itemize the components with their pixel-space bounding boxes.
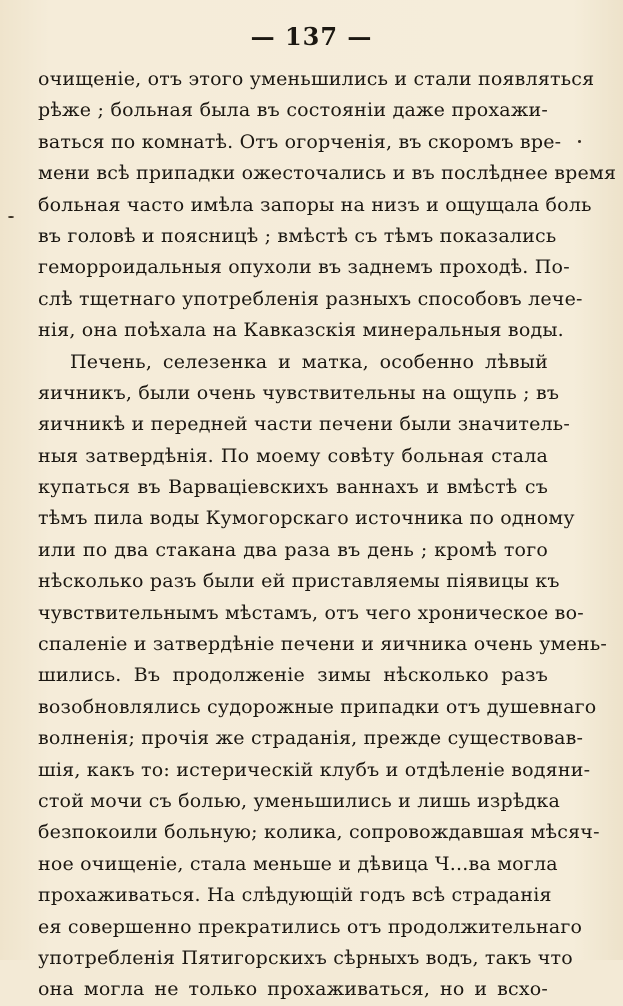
text-line: ное очищеніе, стала меньше и дѣвица Ч...ва могла [38,852,558,875]
text-line: шія, какъ то: истерическій клубъ и отдѣленіе водяни- [38,758,591,781]
text-line: нѣсколько разъ были ей приставляемы піявицы къ [38,570,560,593]
text-line: ныя затвердѣнія. По моему совѣту больная стала [38,444,548,467]
text-line: употребленія Пятигорскихъ сѣрныхъ водъ, такъ что [38,946,573,969]
text-line: стой мочи съ болью, уменьшились и лишь изрѣдка [38,789,560,812]
text-line: яичникѣ и передней части печени были значитель- [38,413,570,436]
ink-speck [578,140,581,143]
text-line: она могла не только прохаживаться, но и всхо- [38,978,548,1001]
text-line: тѣмъ пила воды Кумогорскаго источника по одному [38,507,575,530]
paragraph-start-line: Печень, селезенка и матка, особенно лѣвый [70,350,548,373]
text-line: мени всѣ припадки ожесточались и въ послѣднее время [38,162,617,185]
text-line: ея совершенно прекратились отъ продолжительнаго [38,915,583,938]
text-line: купаться въ Варваціевскихъ ваннахъ и вмѣстѣ съ [38,476,548,499]
text-line: геморроидальныя опухоли въ заднемъ проходѣ. По- [38,256,570,279]
text-line: нія, она поѣхала на Кавказскія минеральныя воды. [38,319,564,342]
text-line: въ головѣ и поясницѣ ; вмѣстѣ съ тѣмъ показались [38,224,557,247]
text-line: безпокоили больную; колика, сопровождавшая мѣсяч- [38,821,600,844]
text-line: больная часто имѣла запоры на низъ и ощущала боль [38,193,592,216]
text-line: ваться по комнатѣ. Отъ огорченія, въ скоромъ вре- [38,130,562,153]
text-line: или по два стакана два раза въ день ; кромѣ того [38,538,548,561]
text-line: рѣже ; больная была въ состояніи даже прохажи- [38,99,548,122]
ink-speck [8,216,14,218]
page-number: — 137 — [250,22,373,51]
text-line: шились. Въ продолженіе зимы нѣсколько разъ [38,664,548,687]
body-text [38,64,617,1006]
text-line: слѣ тщетнаго употребленія разныхъ способовъ лече- [38,287,583,310]
text-line: очищеніе, отъ этого уменьшились и стали появляться [38,68,595,90]
text-line: возобновлялись судорожные припадки отъ душевнаго [38,695,597,718]
text-line: волненія; прочія же страданія, прежде существовав- [38,727,584,750]
text-line: яичникъ, были очень чувствительны на ощупь ; въ [38,381,560,404]
text-line: спаленіе и затвердѣніе печени и яичника очень умень- [38,633,608,656]
text-line: прохаживаться. На слѣдующій годъ всѣ страданія [38,884,552,907]
text-line: чувствительнымъ мѣстамъ, отъ чего хроническое во- [38,601,584,624]
